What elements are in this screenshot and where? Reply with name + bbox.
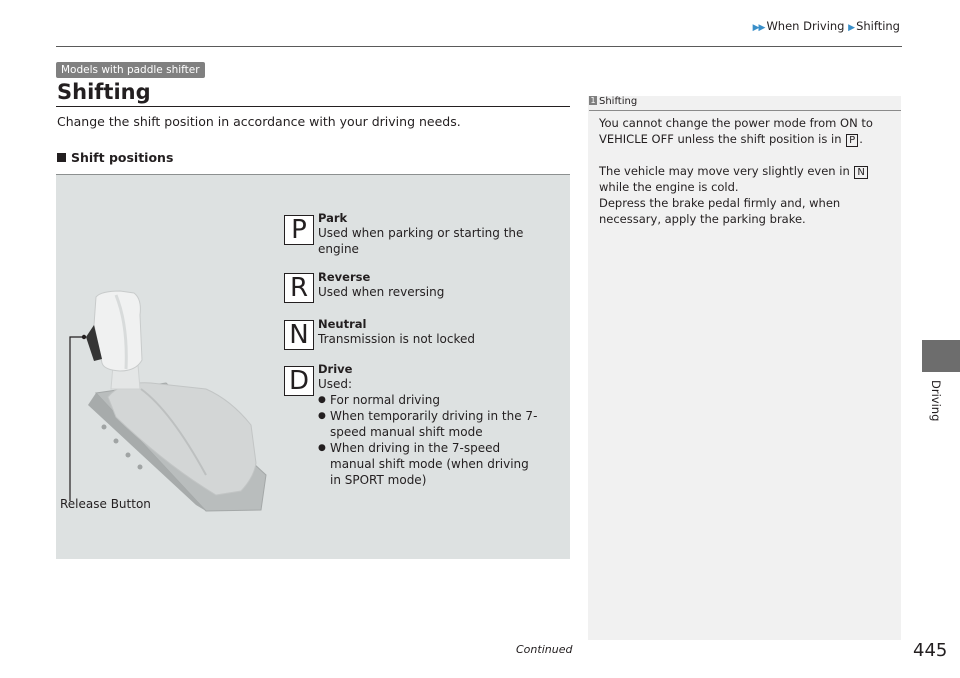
- reverse-description: [318, 270, 548, 300]
- note-heading: 1 Shifting: [590, 96, 638, 107]
- drive-description: [318, 362, 538, 488]
- arrow-icon: ▶: [848, 23, 855, 33]
- page-number: 445: [913, 640, 948, 661]
- breadcrumb: [753, 19, 900, 33]
- note-paragraph-2: The vehicle may move very slightly even in N while the engine is cold.: [599, 163, 894, 195]
- note-number-icon: 1: [590, 96, 596, 105]
- neutral-position-icon: N: [284, 320, 314, 350]
- section-thumb-tab[interactable]: [922, 340, 960, 372]
- intro-text: Change the shift position in accordance with your driving needs.: [57, 114, 461, 129]
- title-divider: [56, 106, 570, 107]
- p-key-icon: P: [846, 134, 858, 147]
- reverse-position-icon: R: [284, 273, 314, 303]
- reverse-label: Reverse: [318, 270, 371, 284]
- release-button-label: Release Button: [60, 497, 151, 511]
- park-position-icon: P: [284, 215, 314, 245]
- park-text: Used when parking or starting the engine: [318, 226, 524, 256]
- continued-label: Continued: [516, 643, 573, 656]
- model-tag: Models with paddle shifter: [56, 62, 205, 78]
- drive-label: Drive: [318, 362, 353, 376]
- section-heading: Shift positions: [57, 150, 173, 165]
- reverse-text: Used when reversing: [318, 285, 445, 299]
- neutral-label: Neutral: [318, 317, 367, 331]
- drive-position-icon: D: [284, 366, 314, 396]
- note-paragraph-3: Depress the brake pedal firmly and, when necessary, apply the parking brake.: [599, 196, 841, 226]
- drive-bullet: ● For normal driving: [318, 392, 538, 408]
- drive-bullet: ● When driving in the 7-speed manual shift mode (when driving in SPORT mode): [318, 440, 538, 488]
- neutral-description: [318, 317, 548, 347]
- breadcrumb-item-shifting[interactable]: Shifting: [856, 19, 900, 33]
- drive-text: Used:: [318, 377, 353, 391]
- n-key-icon: N: [854, 166, 867, 179]
- square-bullet-icon: [57, 153, 66, 162]
- park-label: Park: [318, 211, 348, 225]
- header-divider: [56, 46, 902, 47]
- breadcrumb-item-when-driving[interactable]: When Driving: [766, 19, 845, 33]
- page-title: Shifting: [57, 80, 151, 104]
- park-description: [318, 211, 548, 257]
- neutral-text: Transmission is not locked: [318, 332, 475, 346]
- note-divider: [589, 110, 901, 111]
- section-tab-label: Driving: [929, 380, 943, 422]
- note-paragraph-1: You cannot change the power mode from ON to VEHICLE OFF unless the shift position is in P .: [599, 116, 873, 146]
- drive-bullet: ● When temporarily driving in the 7-speed manual shift mode: [318, 408, 538, 440]
- double-arrow-icon: ▶▶: [752, 23, 765, 33]
